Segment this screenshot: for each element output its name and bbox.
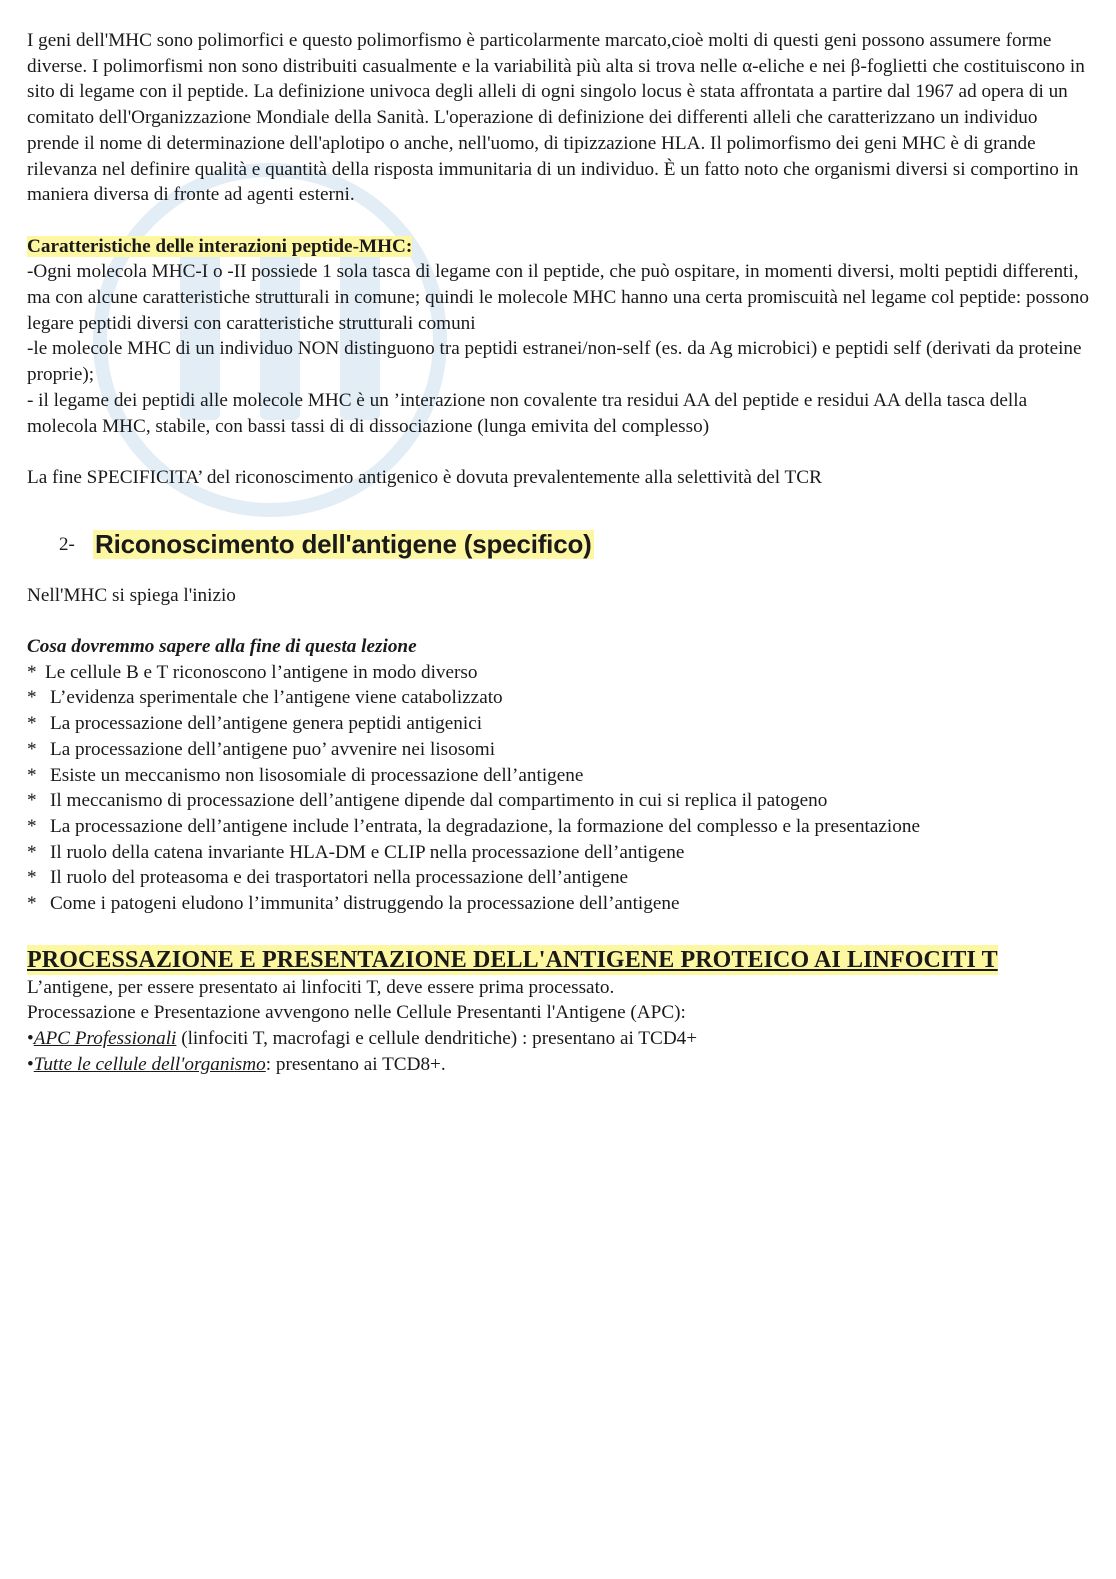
interactions-point-3: - il legame dei peptidi alle molecole MHC è un ’interazione non covalente tra residui AA del peptide e residui AA della tasca della molecola MHC, stabile, con bassi tassi di di dissociazione (lunga emivita del complesso) xyxy=(27,389,1028,437)
processing-line-1: L’antigene, per essere presentato ai linfociti T, deve essere prima processato. xyxy=(27,976,615,998)
list-item: * Esiste un meccanismo non lisosomiale di processazione dell’antigene xyxy=(27,764,584,786)
section-number: 2- xyxy=(59,533,75,555)
interactions-heading xyxy=(27,234,1089,260)
apc-professional-label: APC Professionali xyxy=(33,1028,177,1050)
section-intro: Nell'MHC si spiega l'inizio xyxy=(27,584,236,606)
all-cells-line: •Tutte le cellule dell'organismo: presentano ai TCD8+. xyxy=(27,1053,446,1075)
interactions-point-2: -le molecole MHC di un individuo NON distinguono tra peptidi estranei/non-self (es. da Ag microbici) e peptidi self (derivati da proteine proprie); xyxy=(27,338,1082,386)
list-item: * Le cellule B e T riconoscono l’antigene in modo diverso xyxy=(27,661,478,683)
apc-professional-line: •APC Professionali (linfociti T, macrofagi e cellule dendritiche) : presentano ai TCD4+ xyxy=(27,1028,698,1050)
intro-paragraph: I geni dell'MHC sono polimorfici e questo polimorfismo è particolarmente marcato,cioè molti di questi geni possono assumere forme diverse. I polimorfismi non sono distribuiti casualmente e la variabilità più alta si trova nelle α-eliche e nei β-foglietti che costituiscono in sito di legame con il peptide. La definizione univoca degli alleli di ogni singolo locus è stata affrontata a partire dal 1967 ad opera di un comitato dell'Organizzazione Mondiale della Sanità. L'operazione di definizione dei differenti alleli che caratterizzano un individuo prende il nome di determinazione dell'aplotipo o anche, nell'uomo, di tipizzazione HLA. Il polimorfismo dei geni MHC è di grande rilevanza nel definire qualità e quantità della risposta immunitaria di un individuo. È un fatto noto che organismi diversi si comportino in maniera diversa di fronte ad agenti esterni. xyxy=(27,30,1085,206)
list-item: * Il ruolo del proteasoma e dei trasportatori nella processazione dell’antigene xyxy=(27,867,629,889)
list-item: * La processazione dell’antigene genera peptidi antigenici xyxy=(27,713,483,735)
interactions-point-1: -Ogni molecola MHC-I o -II possiede 1 sola tasca di legame con il peptide, che può ospitare, in momenti diversi, molti peptidi differenti, ma con alcune caratteristiche strutturali in comune; quindi le molecole MHC hanno una certa promiscuità nel legame col peptide: possono legare peptidi diversi con caratteristiche strutturali comuni xyxy=(27,261,1089,334)
document-page xyxy=(27,28,1089,1078)
list-item: * La processazione dell’antigene puo’ avvenire nei lisosomi xyxy=(27,738,496,760)
section-2-header xyxy=(27,525,1089,565)
section-title: Riconoscimento dell'antigene (specifico) xyxy=(95,528,592,559)
processing-heading: PROCESSAZIONE E PRESENTAZIONE DELL'ANTIGENE PROTEICO AI LINFOCITI T xyxy=(27,946,998,973)
list-item: * Il meccanismo di processazione dell’antigene dipende dal compartimento in cui si replica il patogeno xyxy=(27,790,828,812)
processing-line-2: Processazione e Presentazione avvengono nelle Cellule Presentanti l'Antigene (APC): xyxy=(27,1002,686,1024)
interactions-heading-text: Caratteristiche delle interazioni peptide-MHC: xyxy=(27,235,413,257)
specificity-conclusion: La fine SPECIFICITA’ del riconoscimento antigenico è dovuta prevalentemente alla selettività del TCR xyxy=(27,466,822,488)
goals-title: Cosa dovremmo sapere alla fine di questa lezione xyxy=(27,636,417,658)
list-item: * La processazione dell’antigene include l’entrata, la degradazione, la formazione del complesso e la presentazione xyxy=(27,815,920,837)
list-item: * L’evidenza sperimentale che l’antigene viene catabolizzato xyxy=(27,687,503,709)
goals-list xyxy=(27,660,1089,917)
all-cells-label: Tutte le cellule dell'organismo xyxy=(33,1053,266,1075)
list-item: * Come i patogeni eludono l’immunita’ distruggendo la processazione dell’antigene xyxy=(27,893,680,915)
list-item: * Il ruolo della catena invariante HLA-DM e CLIP nella processazione dell’antigene xyxy=(27,841,685,863)
